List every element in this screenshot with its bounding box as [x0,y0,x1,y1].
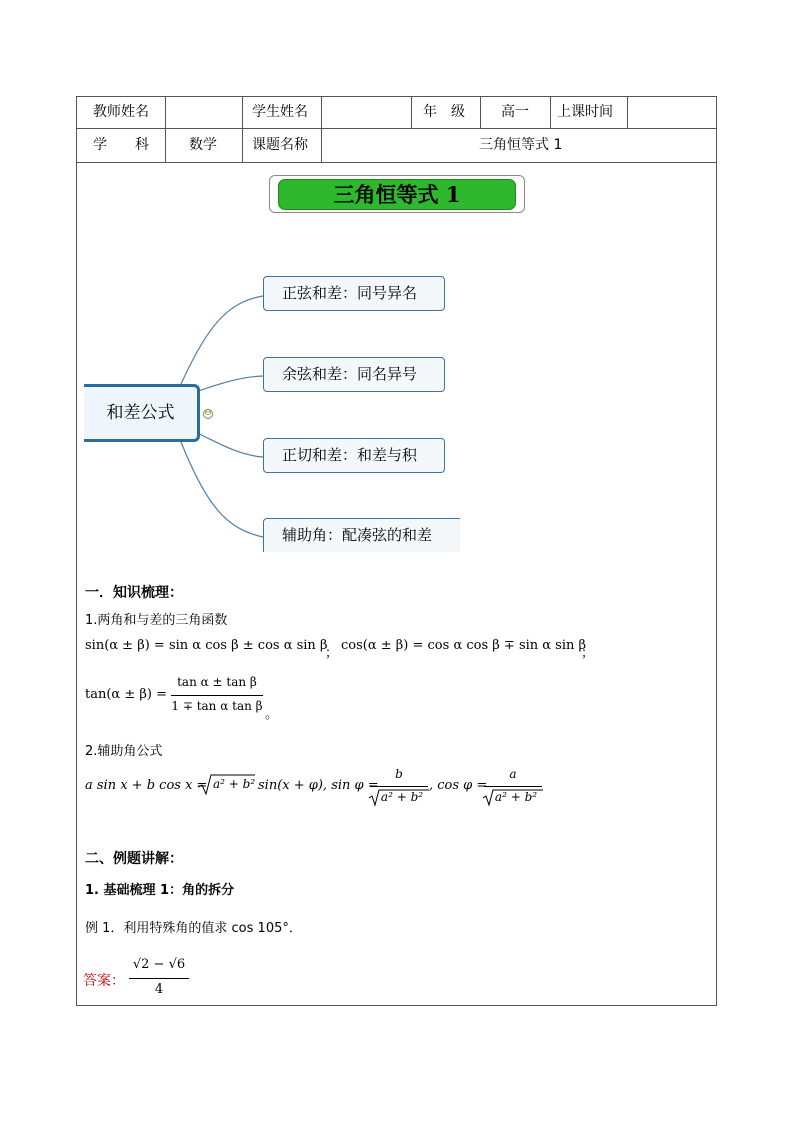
course-name-label: 课题名称 [252,137,308,153]
tan-formula-lhs: tan(α ± β) = [85,687,167,702]
col-divider [411,97,412,128]
tan-fraction-bar [171,695,263,696]
subject-value: 数学 [189,137,217,153]
col-divider [321,97,322,162]
cos-sum-formula: cos(α ± β) = cos α cos β ∓ sin α sin β [341,638,587,653]
collapse-icon[interactable]: ⊖ [204,408,212,418]
header-bottom-divider [77,162,716,163]
document-frame [76,96,717,1006]
col-divider [165,97,166,162]
section-knowledge-heading: 一．知识梳理： [85,585,183,601]
aux-cos-fraction-bar [484,786,542,787]
sqrt-icon [483,790,543,805]
aux-sin-denominator: a² + b² [380,790,424,804]
aux-sqrt-radicand: a² + b² [213,777,256,791]
connector-3 [195,432,263,457]
mindmap-branch-cos[interactable]: 余弦和差：同名异号 [263,357,445,392]
teacher-name-label: 教师姓名 [93,104,149,120]
sin-sum-formula: sin(α ± β) = sin α cos β ± cos α sin β [85,638,328,653]
col-divider [627,97,628,128]
aux-sin-fraction-bar [370,786,428,787]
section-examples-heading: 二、例题讲解： [85,851,183,867]
aux-formula-lhs: a sin x + b cos x = [85,778,208,793]
answer-numerator: √2 − √6 [132,957,186,972]
item2-title: 2.辅助角公式 [85,744,163,759]
cos-formula-end: ； [581,646,595,661]
tan-numerator: tan α ± tan β [177,675,257,689]
aux-cos-denominator: a² + b² [494,790,538,804]
connector-2 [195,376,263,392]
header-row-divider [77,128,716,129]
tan-formula-end: 。 [265,707,279,722]
mindmap-branch-sin[interactable]: 正弦和差：同号异名 [263,276,445,311]
connector-1 [181,296,263,384]
subject-label: 学 科 [93,137,149,153]
mindmap-branch-aux[interactable]: 辅助角：配凑弦的和差 [263,518,460,552]
tan-denominator: 1 ∓ tan α tan β [171,699,263,713]
example-1-text: 例 1．利用特殊角的值求 cos 105°． [85,921,302,936]
mindmap-branch-tan[interactable]: 正切和差：和差与积 [263,438,445,473]
answer-fraction-bar [129,978,189,979]
col-divider [550,97,551,128]
aux-formula-sep: , cos φ = [429,778,488,793]
aux-denominator-roots [369,789,549,807]
connector-4 [181,442,263,537]
mindmap-central-node[interactable]: 和差公式 [84,384,200,442]
page-title: 三角恒等式 1 [278,179,516,210]
class-time-label: 上课时间 [557,104,613,120]
sin-formula-end: ； [325,646,339,661]
grade-value: 高一 [501,104,529,120]
aux-sin-numerator: b [395,767,403,781]
answer-denominator: 4 [154,982,164,997]
student-name-label: 学生姓名 [252,104,308,120]
item1-title: 1.两角和与差的三角函数 [85,613,228,628]
examples-subheading: 1. 基础梳理 1：角的拆分 [85,883,235,898]
col-divider [480,97,481,128]
aux-formula-mid: sin(x + φ), sin φ = [258,778,379,793]
sqrt-icon [369,790,429,805]
answer-label: 答案： [83,973,125,989]
course-name-value: 三角恒等式 1 [479,137,563,153]
grade-label: 年 级 [423,104,465,120]
aux-cos-numerator: a [509,767,517,781]
col-divider [242,97,243,162]
